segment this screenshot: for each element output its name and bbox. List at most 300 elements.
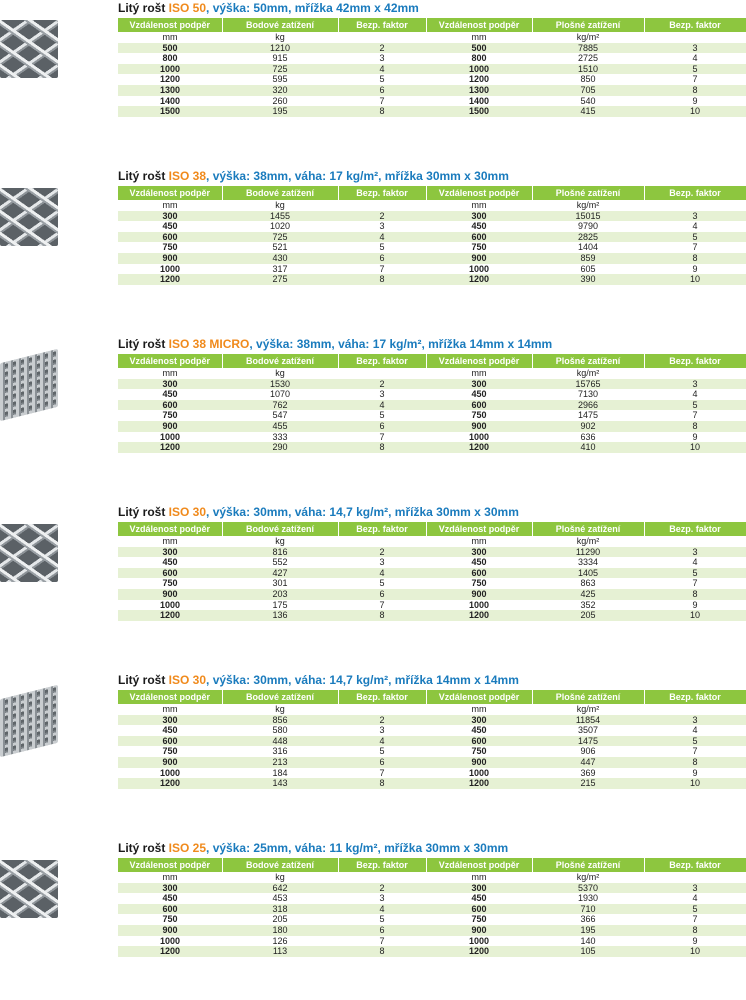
table-cell: 9 [644, 768, 746, 779]
column-header: Vzdálenost podpěr [426, 354, 532, 368]
table-cell: 800 [118, 53, 222, 64]
table-cell: 750 [118, 578, 222, 589]
table-cell: 1405 [532, 568, 644, 579]
table-cell: 5 [338, 74, 426, 85]
table-cell: 1930 [532, 893, 644, 904]
table-cell: 600 [426, 736, 532, 747]
unit-cell [338, 368, 426, 379]
table-cell: 10 [644, 274, 746, 285]
column-header: Bodové zatížení [222, 522, 338, 536]
table-cell: 1500 [118, 106, 222, 117]
table-cell: 7 [644, 74, 746, 85]
table-cell: 15765 [532, 379, 644, 390]
unit-cell [644, 872, 746, 883]
unit-cell: mm [118, 872, 222, 883]
table-cell: 900 [118, 925, 222, 936]
table-row [118, 946, 746, 957]
table-cell: 1200 [426, 946, 532, 957]
table-cell: 333 [222, 432, 338, 443]
table-cell: 3 [644, 547, 746, 558]
table-cell: 195 [222, 106, 338, 117]
table-cell: 450 [118, 221, 222, 232]
table-cell: 4 [338, 904, 426, 915]
table-cell: 750 [426, 242, 532, 253]
unit-cell: kg [222, 200, 338, 211]
table-cell: 10 [644, 106, 746, 117]
table-cell: 126 [222, 936, 338, 947]
table-cell: 320 [222, 85, 338, 96]
table-cell: 180 [222, 925, 338, 936]
table-cell: 427 [222, 568, 338, 579]
unit-cell: kg [222, 704, 338, 715]
table-cell: 450 [426, 725, 532, 736]
table-cell: 1210 [222, 43, 338, 54]
units-row [118, 872, 746, 883]
header-row [118, 186, 746, 200]
title-prefix: Litý rošt [118, 673, 169, 687]
table-cell: 3 [338, 893, 426, 904]
table-row [118, 610, 746, 621]
column-header: Bodové zatížení [222, 858, 338, 872]
table-cell: 915 [222, 53, 338, 64]
table-cell: 1000 [426, 264, 532, 275]
title-prefix: Litý rošt [118, 841, 169, 855]
table-cell: 1000 [118, 768, 222, 779]
header-row [118, 18, 746, 32]
table-cell: 8 [338, 778, 426, 789]
table-cell: 1000 [426, 600, 532, 611]
table-cell: 552 [222, 557, 338, 568]
unit-cell: mm [426, 536, 532, 547]
table-cell: 3507 [532, 725, 644, 736]
table-cell: 8 [644, 757, 746, 768]
column-header: Bezp. faktor [338, 690, 426, 704]
diamond-grating-icon [0, 20, 58, 78]
title-iso: ISO 30 [168, 505, 207, 519]
table-cell: 3 [338, 221, 426, 232]
table-cell: 1000 [426, 64, 532, 75]
title-spec: , výška: 38mm, váha: 17 kg/m², mřížka 14mm x 14mm [249, 337, 553, 351]
table-cell: 750 [118, 914, 222, 925]
table-cell: 2 [338, 883, 426, 894]
title-prefix: Litý rošt [118, 169, 169, 183]
column-header: Plošné zatížení [532, 354, 644, 368]
table-cell: 5 [644, 64, 746, 75]
table-cell: 4 [644, 389, 746, 400]
table-row [118, 264, 746, 275]
unit-cell: mm [426, 368, 532, 379]
column-header: Plošné zatížení [532, 186, 644, 200]
table-cell: 5 [644, 568, 746, 579]
table-cell: 9 [644, 432, 746, 443]
table-row [118, 400, 746, 411]
header-row [118, 354, 746, 368]
table-cell: 415 [532, 106, 644, 117]
table-row [118, 96, 746, 107]
unit-cell [338, 872, 426, 883]
column-header: Bezp. faktor [338, 522, 426, 536]
unit-cell: mm [426, 704, 532, 715]
unit-cell: kg [222, 32, 338, 43]
title-iso: ISO 38 [168, 169, 207, 183]
table-cell: 300 [118, 883, 222, 894]
table-cell: 1200 [118, 442, 222, 453]
table-cell: 450 [118, 557, 222, 568]
table-cell: 175 [222, 600, 338, 611]
unit-cell: kg/m² [532, 200, 644, 211]
table-cell: 450 [118, 893, 222, 904]
unit-cell: mm [118, 368, 222, 379]
table-cell: 1530 [222, 379, 338, 390]
unit-cell [338, 704, 426, 715]
table-cell: 1020 [222, 221, 338, 232]
table-cell: 4 [644, 557, 746, 568]
table-cell: 800 [426, 53, 532, 64]
table-cell: 7 [338, 768, 426, 779]
table-cell: 5 [644, 736, 746, 747]
table-cell: 7 [644, 242, 746, 253]
grating-section [0, 168, 746, 328]
table-row [118, 43, 746, 54]
grating-section [0, 840, 746, 1000]
table-row [118, 432, 746, 443]
table-cell: 600 [426, 904, 532, 915]
unit-cell [338, 32, 426, 43]
title-iso: ISO 30 [168, 673, 207, 687]
table-cell: 1200 [426, 274, 532, 285]
table-cell: 3 [644, 883, 746, 894]
column-header: Vzdálenost podpěr [426, 858, 532, 872]
table-cell: 300 [118, 211, 222, 222]
table-cell: 600 [426, 400, 532, 411]
table-row [118, 600, 746, 611]
table-cell: 453 [222, 893, 338, 904]
load-table [118, 522, 746, 621]
table-cell: 5 [338, 242, 426, 253]
table-cell: 6 [338, 589, 426, 600]
table-cell: 213 [222, 757, 338, 768]
grating-section [0, 0, 746, 160]
table-cell: 600 [426, 568, 532, 579]
table-row [118, 725, 746, 736]
column-header: Plošné zatížení [532, 18, 644, 32]
table-cell: 3334 [532, 557, 644, 568]
unit-cell [644, 704, 746, 715]
table-cell: 1475 [532, 410, 644, 421]
table-cell: 7 [338, 432, 426, 443]
table-cell: 600 [426, 232, 532, 243]
table-cell: 1400 [118, 96, 222, 107]
unit-cell: mm [118, 536, 222, 547]
column-header: Bodové zatížení [222, 18, 338, 32]
table-cell: 2 [338, 379, 426, 390]
section-title [118, 504, 519, 520]
table-cell: 143 [222, 778, 338, 789]
unit-cell: kg/m² [532, 368, 644, 379]
title-iso: ISO 25 [168, 841, 207, 855]
table-cell: 900 [426, 757, 532, 768]
table-cell: 1000 [118, 264, 222, 275]
table-cell: 1200 [118, 74, 222, 85]
table-row [118, 768, 746, 779]
table-cell: 11854 [532, 715, 644, 726]
table-cell: 5 [644, 400, 746, 411]
column-header: Vzdálenost podpěr [118, 18, 222, 32]
unit-cell: mm [426, 872, 532, 883]
load-table [118, 354, 746, 453]
table-cell: 7 [338, 96, 426, 107]
column-header: Bezp. faktor [644, 690, 746, 704]
title-prefix: Litý rošt [118, 505, 169, 519]
load-table [118, 186, 746, 285]
table-cell: 113 [222, 946, 338, 957]
table-cell: 3 [644, 715, 746, 726]
table-cell: 7885 [532, 43, 644, 54]
table-cell: 750 [426, 914, 532, 925]
table-cell: 136 [222, 610, 338, 621]
table-cell: 1070 [222, 389, 338, 400]
table-row [118, 746, 746, 757]
table-cell: 300 [426, 379, 532, 390]
table-row [118, 715, 746, 726]
column-header: Vzdálenost podpěr [118, 354, 222, 368]
table-cell: 7 [644, 578, 746, 589]
table-cell: 2725 [532, 53, 644, 64]
table-row [118, 589, 746, 600]
table-cell: 1000 [118, 600, 222, 611]
table-cell: 8 [644, 925, 746, 936]
column-header: Bodové zatížení [222, 354, 338, 368]
table-cell: 863 [532, 578, 644, 589]
table-row [118, 568, 746, 579]
table-cell: 260 [222, 96, 338, 107]
table-cell: 540 [532, 96, 644, 107]
table-cell: 9790 [532, 221, 644, 232]
table-cell: 4 [644, 725, 746, 736]
table-row [118, 557, 746, 568]
section-title [118, 840, 508, 856]
micro-grating-icon [0, 685, 58, 757]
table-row [118, 85, 746, 96]
table-cell: 580 [222, 725, 338, 736]
table-cell: 140 [532, 936, 644, 947]
table-cell: 1200 [118, 610, 222, 621]
table-cell: 447 [532, 757, 644, 768]
table-cell: 600 [118, 400, 222, 411]
unit-cell: kg/m² [532, 704, 644, 715]
table-cell: 2 [338, 211, 426, 222]
table-cell: 301 [222, 578, 338, 589]
table-row [118, 893, 746, 904]
column-header: Bezp. faktor [644, 18, 746, 32]
table-cell: 5 [338, 746, 426, 757]
table-cell: 275 [222, 274, 338, 285]
table-cell: 900 [426, 589, 532, 600]
table-cell: 5 [338, 914, 426, 925]
table-cell: 7130 [532, 389, 644, 400]
grating-section [0, 672, 746, 832]
unit-cell: kg [222, 872, 338, 883]
table-cell: 859 [532, 253, 644, 264]
table-cell: 3 [338, 53, 426, 64]
table-cell: 8 [644, 589, 746, 600]
table-cell: 5 [338, 578, 426, 589]
table-cell: 906 [532, 746, 644, 757]
table-cell: 900 [426, 421, 532, 432]
table-cell: 8 [338, 274, 426, 285]
table-cell: 450 [426, 893, 532, 904]
table-row [118, 757, 746, 768]
table-cell: 7 [644, 914, 746, 925]
table-cell: 900 [118, 253, 222, 264]
table-cell: 6 [338, 253, 426, 264]
table-cell: 318 [222, 904, 338, 915]
table-row [118, 106, 746, 117]
table-cell: 205 [532, 610, 644, 621]
table-cell: 600 [118, 232, 222, 243]
table-cell: 1510 [532, 64, 644, 75]
unit-cell [644, 368, 746, 379]
table-cell: 1200 [426, 74, 532, 85]
micro-grating-icon [0, 349, 58, 421]
table-cell: 4 [644, 221, 746, 232]
table-cell: 750 [118, 746, 222, 757]
table-row [118, 64, 746, 75]
table-cell: 1200 [118, 274, 222, 285]
table-row [118, 936, 746, 947]
column-header: Vzdálenost podpěr [426, 186, 532, 200]
table-cell: 300 [426, 715, 532, 726]
table-cell: 3 [644, 379, 746, 390]
table-cell: 7 [644, 410, 746, 421]
table-cell: 105 [532, 946, 644, 957]
table-cell: 5370 [532, 883, 644, 894]
units-row [118, 704, 746, 715]
table-row [118, 274, 746, 285]
column-header: Bezp. faktor [338, 354, 426, 368]
table-cell: 900 [426, 253, 532, 264]
table-row [118, 253, 746, 264]
diamond-grating-icon [0, 524, 58, 582]
table-cell: 11290 [532, 547, 644, 558]
unit-cell: mm [118, 32, 222, 43]
table-cell: 600 [118, 568, 222, 579]
table-cell: 5 [644, 904, 746, 915]
table-row [118, 421, 746, 432]
table-cell: 3 [644, 211, 746, 222]
table-cell: 430 [222, 253, 338, 264]
unit-cell: kg/m² [532, 32, 644, 43]
grating-section [0, 504, 746, 664]
load-table [118, 18, 746, 117]
table-cell: 352 [532, 600, 644, 611]
table-cell: 1455 [222, 211, 338, 222]
table-cell: 1000 [118, 936, 222, 947]
title-spec: , výška: 50mm, mřížka 42mm x 42mm [206, 1, 419, 15]
table-cell: 1000 [118, 64, 222, 75]
section-title [118, 672, 519, 688]
table-cell: 4 [338, 232, 426, 243]
table-cell: 8 [644, 253, 746, 264]
table-row [118, 914, 746, 925]
table-cell: 2966 [532, 400, 644, 411]
table-cell: 1400 [426, 96, 532, 107]
table-cell: 10 [644, 946, 746, 957]
table-cell: 902 [532, 421, 644, 432]
table-cell: 750 [118, 242, 222, 253]
table-cell: 6 [338, 421, 426, 432]
table-cell: 4 [338, 568, 426, 579]
table-cell: 750 [426, 578, 532, 589]
unit-cell: kg [222, 368, 338, 379]
table-cell: 521 [222, 242, 338, 253]
table-cell: 3 [644, 43, 746, 54]
table-row [118, 232, 746, 243]
table-cell: 4 [644, 53, 746, 64]
table-cell: 7 [338, 600, 426, 611]
table-cell: 850 [532, 74, 644, 85]
table-cell: 455 [222, 421, 338, 432]
table-cell: 900 [118, 757, 222, 768]
table-cell: 317 [222, 264, 338, 275]
table-cell: 205 [222, 914, 338, 925]
title-spec: , výška: 30mm, váha: 14,7 kg/m², mřížka 14mm x 14mm [206, 673, 519, 687]
load-table [118, 690, 746, 789]
table-cell: 750 [426, 746, 532, 757]
diamond-grating-icon [0, 860, 58, 918]
table-cell: 215 [532, 778, 644, 789]
table-cell: 1200 [118, 946, 222, 957]
table-cell: 7 [338, 264, 426, 275]
table-cell: 3 [338, 389, 426, 400]
table-cell: 1000 [426, 936, 532, 947]
table-cell: 1000 [426, 768, 532, 779]
table-cell: 900 [118, 589, 222, 600]
title-iso: ISO 50 [168, 1, 207, 15]
table-cell: 2 [338, 43, 426, 54]
column-header: Bezp. faktor [644, 858, 746, 872]
table-cell: 450 [118, 725, 222, 736]
title-spec: , výška: 38mm, váha: 17 kg/m², mřížka 30mm x 30mm [206, 169, 509, 183]
column-header: Bezp. faktor [644, 354, 746, 368]
table-cell: 1475 [532, 736, 644, 747]
table-cell: 1200 [426, 778, 532, 789]
unit-cell: mm [426, 200, 532, 211]
table-row [118, 410, 746, 421]
table-cell: 642 [222, 883, 338, 894]
units-row [118, 368, 746, 379]
table-row [118, 547, 746, 558]
table-cell: 1200 [426, 442, 532, 453]
table-cell: 410 [532, 442, 644, 453]
table-cell: 1000 [426, 432, 532, 443]
table-row [118, 904, 746, 915]
table-cell: 9 [644, 96, 746, 107]
table-cell: 425 [532, 589, 644, 600]
table-cell: 450 [426, 389, 532, 400]
table-cell: 5 [338, 410, 426, 421]
table-cell: 1300 [426, 85, 532, 96]
table-cell: 3 [338, 725, 426, 736]
table-row [118, 883, 746, 894]
title-iso: ISO 38 MICRO [168, 337, 250, 351]
table-row [118, 221, 746, 232]
table-cell: 7 [338, 936, 426, 947]
table-cell: 1200 [118, 778, 222, 789]
unit-cell [644, 536, 746, 547]
table-cell: 750 [118, 410, 222, 421]
column-header: Bodové zatížení [222, 690, 338, 704]
